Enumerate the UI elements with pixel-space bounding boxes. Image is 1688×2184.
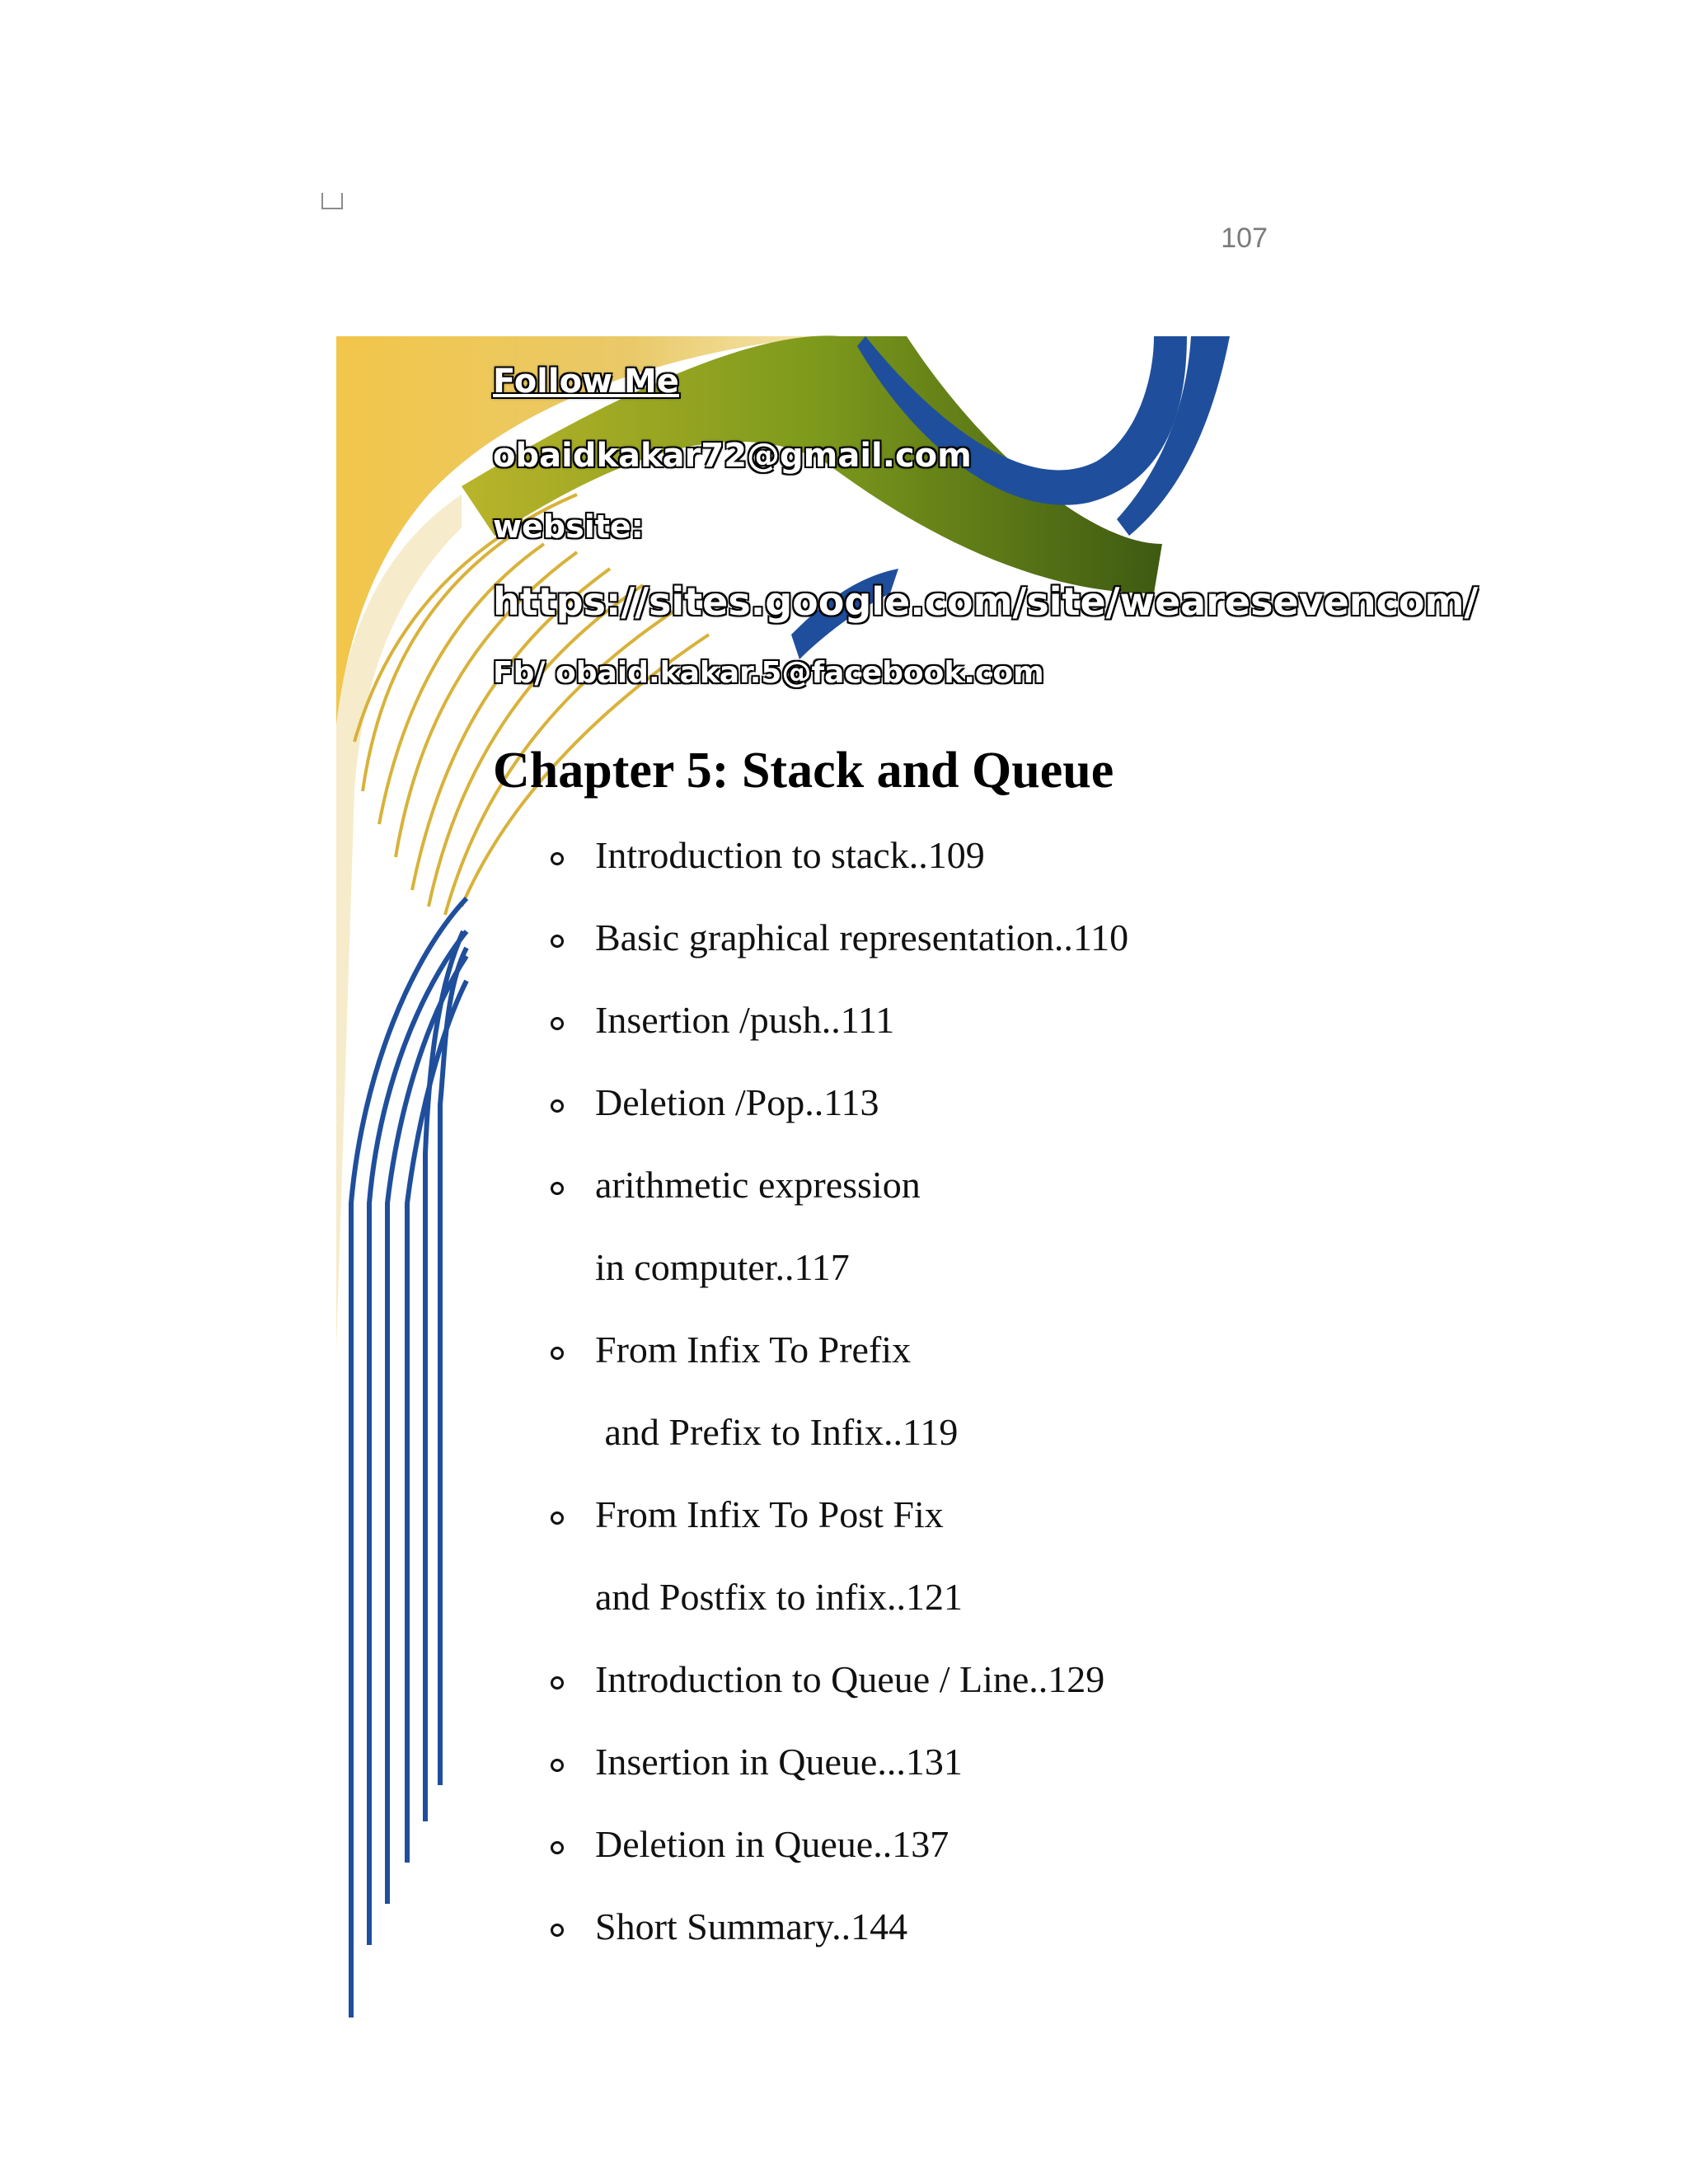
facebook-contact: Fb/ obaid.kakar.5@facebook.com: [493, 656, 1044, 690]
toc-entry: Introduction to Queue / Line..129: [595, 1658, 1105, 1700]
toc-entry: Deletion /Pop..113: [595, 1081, 879, 1123]
toc-bullet: [551, 1759, 564, 1772]
page-number: 107: [1221, 223, 1268, 254]
toc-bullet: [551, 852, 564, 865]
toc-bullet: [551, 1347, 564, 1360]
toc-entry: Basic graphical representation..110: [595, 916, 1129, 958]
toc-bullet: [551, 1676, 564, 1690]
toc-entry: Insertion in Queue...131: [595, 1741, 963, 1783]
website-label: website:: [493, 509, 644, 545]
toc-entry: in computer..117: [595, 1246, 850, 1288]
toc-entry: and Prefix to Infix..119: [595, 1411, 959, 1453]
toc-entry: From Infix To Prefix: [595, 1329, 912, 1371]
toc-bullet: [551, 1099, 564, 1113]
toc-bullet: [551, 1841, 564, 1854]
toc-entry: Introduction to stack..109: [595, 834, 985, 876]
toc-entry: From Infix To Post Fix: [595, 1493, 944, 1535]
chapter-title: Chapter 5: Stack and Queue: [493, 743, 1114, 799]
toc-entry: Deletion in Queue..137: [595, 1823, 950, 1865]
follow-me-heading: Follow Me: [493, 363, 679, 401]
toc-bullet: [551, 1182, 564, 1195]
toc-bullet: [551, 1511, 564, 1525]
toc-bullet: [551, 1924, 564, 1937]
toc-entry: Insertion /push..111: [595, 999, 895, 1041]
contact-email: obaidkakar72@gmail.com: [493, 437, 972, 475]
toc-entry: and Postfix to infix..121: [595, 1576, 963, 1618]
toc-entry: Short Summary..144: [595, 1905, 908, 1947]
toc-bullet: [551, 935, 564, 948]
toc-bullet: [551, 1017, 564, 1030]
website-url: https://sites.google.com/site/wearesevencom/: [493, 579, 1479, 624]
toc-entry: arithmetic expression: [595, 1164, 921, 1206]
